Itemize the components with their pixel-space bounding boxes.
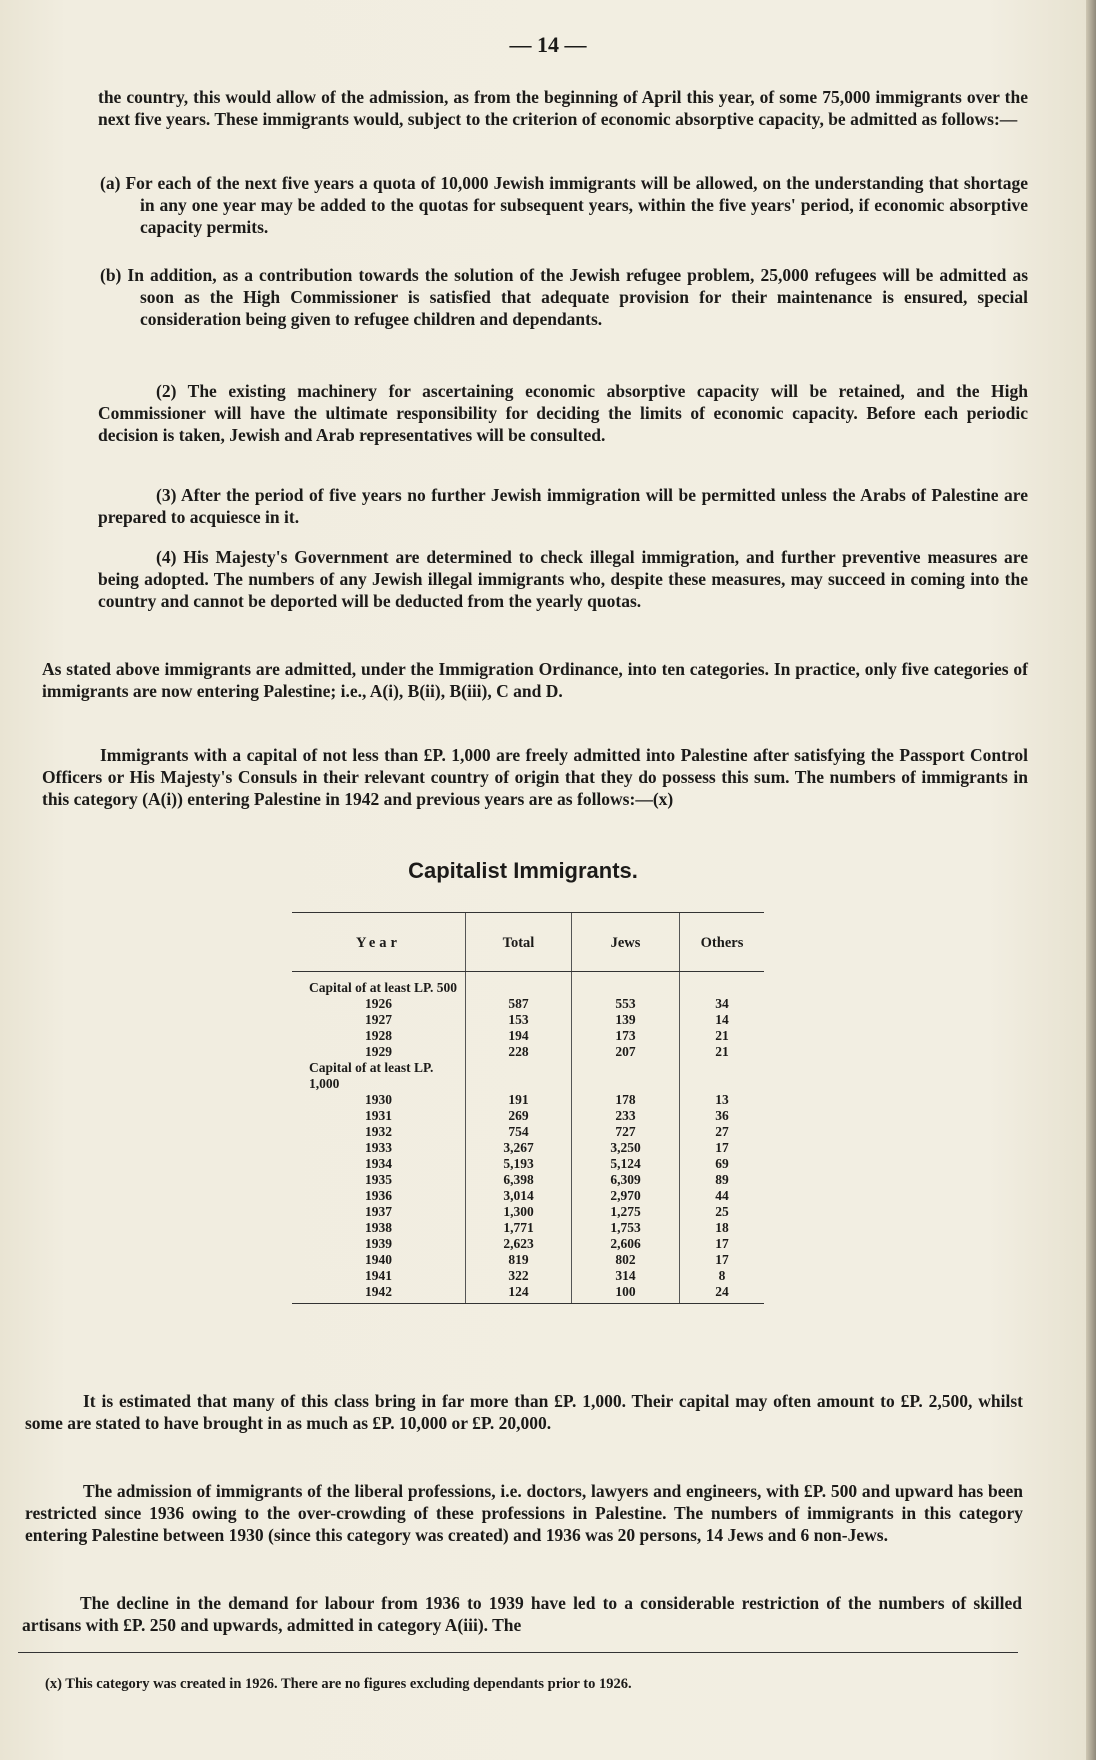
cell-total: 1,300 xyxy=(466,1204,572,1220)
cell-year: 1929 xyxy=(365,1044,392,1059)
cell-total: 587 xyxy=(466,996,572,1012)
cell-year: 1927 xyxy=(365,1012,392,1027)
paragraph-3-text: (3) After the period of five years no further Jewish immigration will be permitted unless the Arabs of Palestine are prepared to acquiesce in it. xyxy=(98,485,1028,527)
cell-others: 14 xyxy=(680,1012,765,1028)
cell-others: 21 xyxy=(680,1044,765,1060)
table-row xyxy=(292,1252,764,1268)
cell-year: 1933 xyxy=(365,1140,392,1155)
footnote: (x) This category was created in 1926. There are no figures excluding dependants prior to 1926. xyxy=(45,1676,632,1692)
cell-others: 17 xyxy=(680,1236,765,1252)
cell-others: 8 xyxy=(680,1268,765,1284)
cell-others: 44 xyxy=(680,1188,765,1204)
header-year: Year xyxy=(292,913,466,972)
cell-year: 1931 xyxy=(365,1108,392,1123)
cell-total: 1,771 xyxy=(466,1220,572,1236)
cell-total: 228 xyxy=(466,1044,572,1060)
item-b xyxy=(100,264,1028,330)
header-others: Others xyxy=(680,913,765,972)
cell-others: 89 xyxy=(680,1172,765,1188)
cell-total: 194 xyxy=(466,1028,572,1044)
cell-jews: 1,275 xyxy=(572,1204,680,1220)
cell-total: 2,623 xyxy=(466,1236,572,1252)
cell-year: 1936 xyxy=(365,1188,392,1203)
cell-total: 191 xyxy=(466,1092,572,1108)
table-row xyxy=(292,1124,764,1140)
cell-jews: 1,753 xyxy=(572,1220,680,1236)
cell-total: 819 xyxy=(466,1252,572,1268)
paragraph-2 xyxy=(98,380,1028,446)
page-number: — 14 — xyxy=(509,32,587,57)
paragraph-2-text: (2) The existing machinery for ascertaining economic absorptive capacity will be retained, and the High Commissioner will have the ultimate responsibility for deciding the limits of economic capacity. Before each periodic decision is taken, Jewish and Arab representatives will be consulted. xyxy=(98,381,1028,445)
item-b-text: (b) In addition, as a contribution towards the solution of the Jewish refugee problem, 25,000 refugees will be admitted as soon as the High Commissioner is satisfied that adequate provision for their maintenance is ensured, special consideration being given to refugee children and dependants. xyxy=(100,265,1028,329)
table-row xyxy=(292,1028,764,1044)
paragraph-4-text: (4) His Majesty's Government are determined to check illegal immigration, and further preventive measures are being adopted. The numbers of any Jewish illegal immigrants who, despite these measures, may succeed in coming into the country and cannot be deported will be deducted from the yearly quotas. xyxy=(98,547,1028,611)
paragraph-3 xyxy=(98,484,1028,528)
cell-year: 1940 xyxy=(365,1252,392,1267)
cell-others: 69 xyxy=(680,1156,765,1172)
cell-total: 124 xyxy=(466,1284,572,1304)
cell-year: 1926 xyxy=(365,996,392,1011)
table-row xyxy=(292,1188,764,1204)
cell-jews: 2,970 xyxy=(572,1188,680,1204)
cell-total: 754 xyxy=(466,1124,572,1140)
table-row xyxy=(292,1140,764,1156)
table-row xyxy=(292,1172,764,1188)
cell-year: 1938 xyxy=(365,1220,392,1235)
paragraph-liberal-text: The admission of immigrants of the liberal professions, i.e. doctors, lawyers and engineers, with £P. 500 and upward has been restricted since 1936 owing to the over-crowding of these professions in Palestine. The numbers of immigrants in this category entering Palestine between 1930 (since this category was created) and 1936 was 20 persons, 14 Jews and 6 non-Jews. xyxy=(25,1481,1023,1545)
header-total: Total xyxy=(466,913,572,972)
table-row xyxy=(292,1044,764,1060)
paragraph-estimate-text: It is estimated that many of this class bring in far more than £P. 1,000. Their capital may often amount to £P. 2,500, whilst some are stated to have brought in as much as £P. 10,000 or £P. 20,000. xyxy=(25,1391,1023,1433)
table-header-row xyxy=(292,913,764,972)
cell-others: 18 xyxy=(680,1220,765,1236)
paragraph-estimate xyxy=(25,1390,1023,1434)
cell-jews: 3,250 xyxy=(572,1140,680,1156)
table-row xyxy=(292,1092,764,1108)
paragraph-decline xyxy=(22,1592,1022,1636)
table-title: Capitalist Immigrants. xyxy=(408,858,638,883)
cell-others: 17 xyxy=(680,1252,765,1268)
cell-year: 1934 xyxy=(365,1156,392,1171)
intro-text: the country, this would allow of the admission, as from the beginning of April this year, of some 75,000 immigrants over the next five years. These immigrants would, subject to the criterion of economic absorptive capacity, be admitted as follows:— xyxy=(98,87,1028,129)
cell-others: 36 xyxy=(680,1108,765,1124)
table-row xyxy=(292,1108,764,1124)
cell-jews: 802 xyxy=(572,1252,680,1268)
paragraph-liberal xyxy=(25,1480,1023,1546)
cell-jews: 139 xyxy=(572,1012,680,1028)
cell-year: 1930 xyxy=(365,1092,392,1107)
cell-jews: 6,309 xyxy=(572,1172,680,1188)
cell-jews: 727 xyxy=(572,1124,680,1140)
paragraph-categories xyxy=(42,658,1028,702)
table-row xyxy=(292,1220,764,1236)
cell-jews: 314 xyxy=(572,1268,680,1284)
footnote-rule xyxy=(18,1652,1018,1653)
intro-paragraph xyxy=(98,86,1028,130)
cell-jews: 2,606 xyxy=(572,1236,680,1252)
item-a xyxy=(100,172,1028,238)
cell-total: 5,193 xyxy=(466,1156,572,1172)
item-a-text: (a) For each of the next five years a quota of 10,000 Jewish immigrants will be allowed, on the understanding that shortage in any one year may be added to the quotas for subsequent years, within the five years' period, if economic absorptive capacity permits. xyxy=(100,173,1028,237)
paragraph-capital xyxy=(42,744,1028,810)
cell-others: 25 xyxy=(680,1204,765,1220)
cell-total: 3,267 xyxy=(466,1140,572,1156)
group-label-500: Capital of at least LP. 500 xyxy=(309,980,457,995)
cell-jews: 207 xyxy=(572,1044,680,1060)
cell-others: 17 xyxy=(680,1140,765,1156)
capitalist-immigrants-table xyxy=(292,912,764,1304)
cell-jews: 178 xyxy=(572,1092,680,1108)
table-row xyxy=(292,1012,764,1028)
cell-year: 1935 xyxy=(365,1172,392,1187)
cell-year: 1942 xyxy=(292,1284,466,1304)
cell-total: 322 xyxy=(466,1268,572,1284)
cell-others: 34 xyxy=(680,996,765,1012)
cell-others: 21 xyxy=(680,1028,765,1044)
table-row xyxy=(292,996,764,1012)
cell-year: 1937 xyxy=(365,1204,392,1219)
group-label-1000: Capital of at least LP. 1,000 xyxy=(309,1060,434,1091)
cell-others: 24 xyxy=(680,1284,765,1304)
group-row-500 xyxy=(292,972,764,997)
cell-jews: 100 xyxy=(572,1284,680,1304)
paragraph-4 xyxy=(98,546,1028,612)
table-row xyxy=(292,1204,764,1220)
paragraph-capital-text: Immigrants with a capital of not less than £P. 1,000 are freely admitted into Palestine after satisfying the Passport Control Officers or His Majesty's Consuls in their relevant country of origin that they do possess this sum. The numbers of immigrants in this category (A(i)) entering Palestine in 1942 and previous years are as follows:—(x) xyxy=(42,745,1028,809)
cell-others: 27 xyxy=(680,1124,765,1140)
cell-total: 6,398 xyxy=(466,1172,572,1188)
cell-year: 1932 xyxy=(365,1124,392,1139)
paragraph-decline-text: The decline in the demand for labour from 1936 to 1939 have led to a considerable restriction of the numbers of skilled artisans with £P. 250 and upwards, admitted in category A(iii). The xyxy=(22,1593,1022,1635)
cell-jews: 173 xyxy=(572,1028,680,1044)
header-jews: Jews xyxy=(572,913,680,972)
cell-jews: 553 xyxy=(572,996,680,1012)
cell-jews: 5,124 xyxy=(572,1156,680,1172)
cell-total: 153 xyxy=(466,1012,572,1028)
cell-total: 3,014 xyxy=(466,1188,572,1204)
table-row xyxy=(292,1268,764,1284)
paragraph-categories-text: As stated above immigrants are admitted, under the Immigration Ordinance, into ten categories. In practice, only five categories of immigrants are now entering Palestine; i.e., A(i), B(ii), B(iii), C and D. xyxy=(42,659,1028,701)
cell-others: 13 xyxy=(680,1092,765,1108)
cell-jews: 233 xyxy=(572,1108,680,1124)
page-edge-shadow xyxy=(1086,0,1096,1760)
table-row xyxy=(292,1284,764,1304)
cell-total: 269 xyxy=(466,1108,572,1124)
table-row xyxy=(292,1236,764,1252)
group-row-1000 xyxy=(292,1060,764,1092)
cell-year: 1928 xyxy=(365,1028,392,1043)
cell-year: 1941 xyxy=(365,1268,392,1283)
cell-year: 1939 xyxy=(365,1236,392,1251)
table-row xyxy=(292,1156,764,1172)
